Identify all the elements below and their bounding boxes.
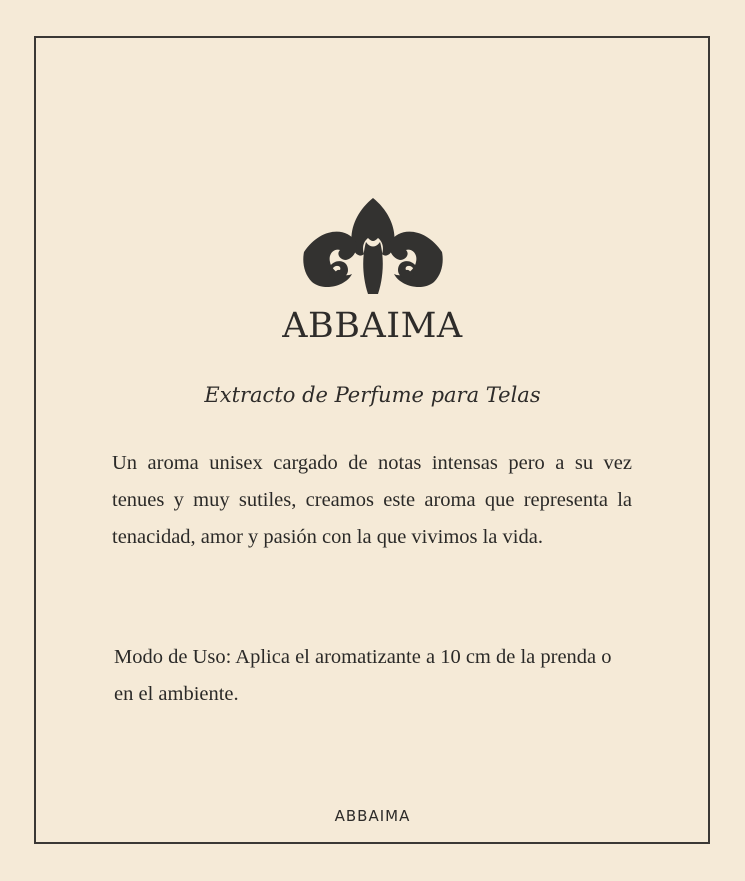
label-border-frame: [34, 36, 710, 844]
footer-brand: ABBAIMA: [334, 807, 411, 825]
product-description: Un aroma unisex cargado de notas intensas pero a su vez tenues y muy sutiles, creamos este aroma que representa la tenacidad, amor y pasión con la que vivimos la vida.: [112, 452, 632, 548]
product-subtitle: Extracto de Perfume para Telas: [204, 383, 541, 407]
lotus-flower-icon: [300, 196, 446, 298]
usage-instructions: Modo de Uso: Aplica el aromatizante a 10 cm de la prenda o en el ambiente.: [114, 646, 612, 705]
brand-title: ABBAIMA: [282, 306, 463, 346]
